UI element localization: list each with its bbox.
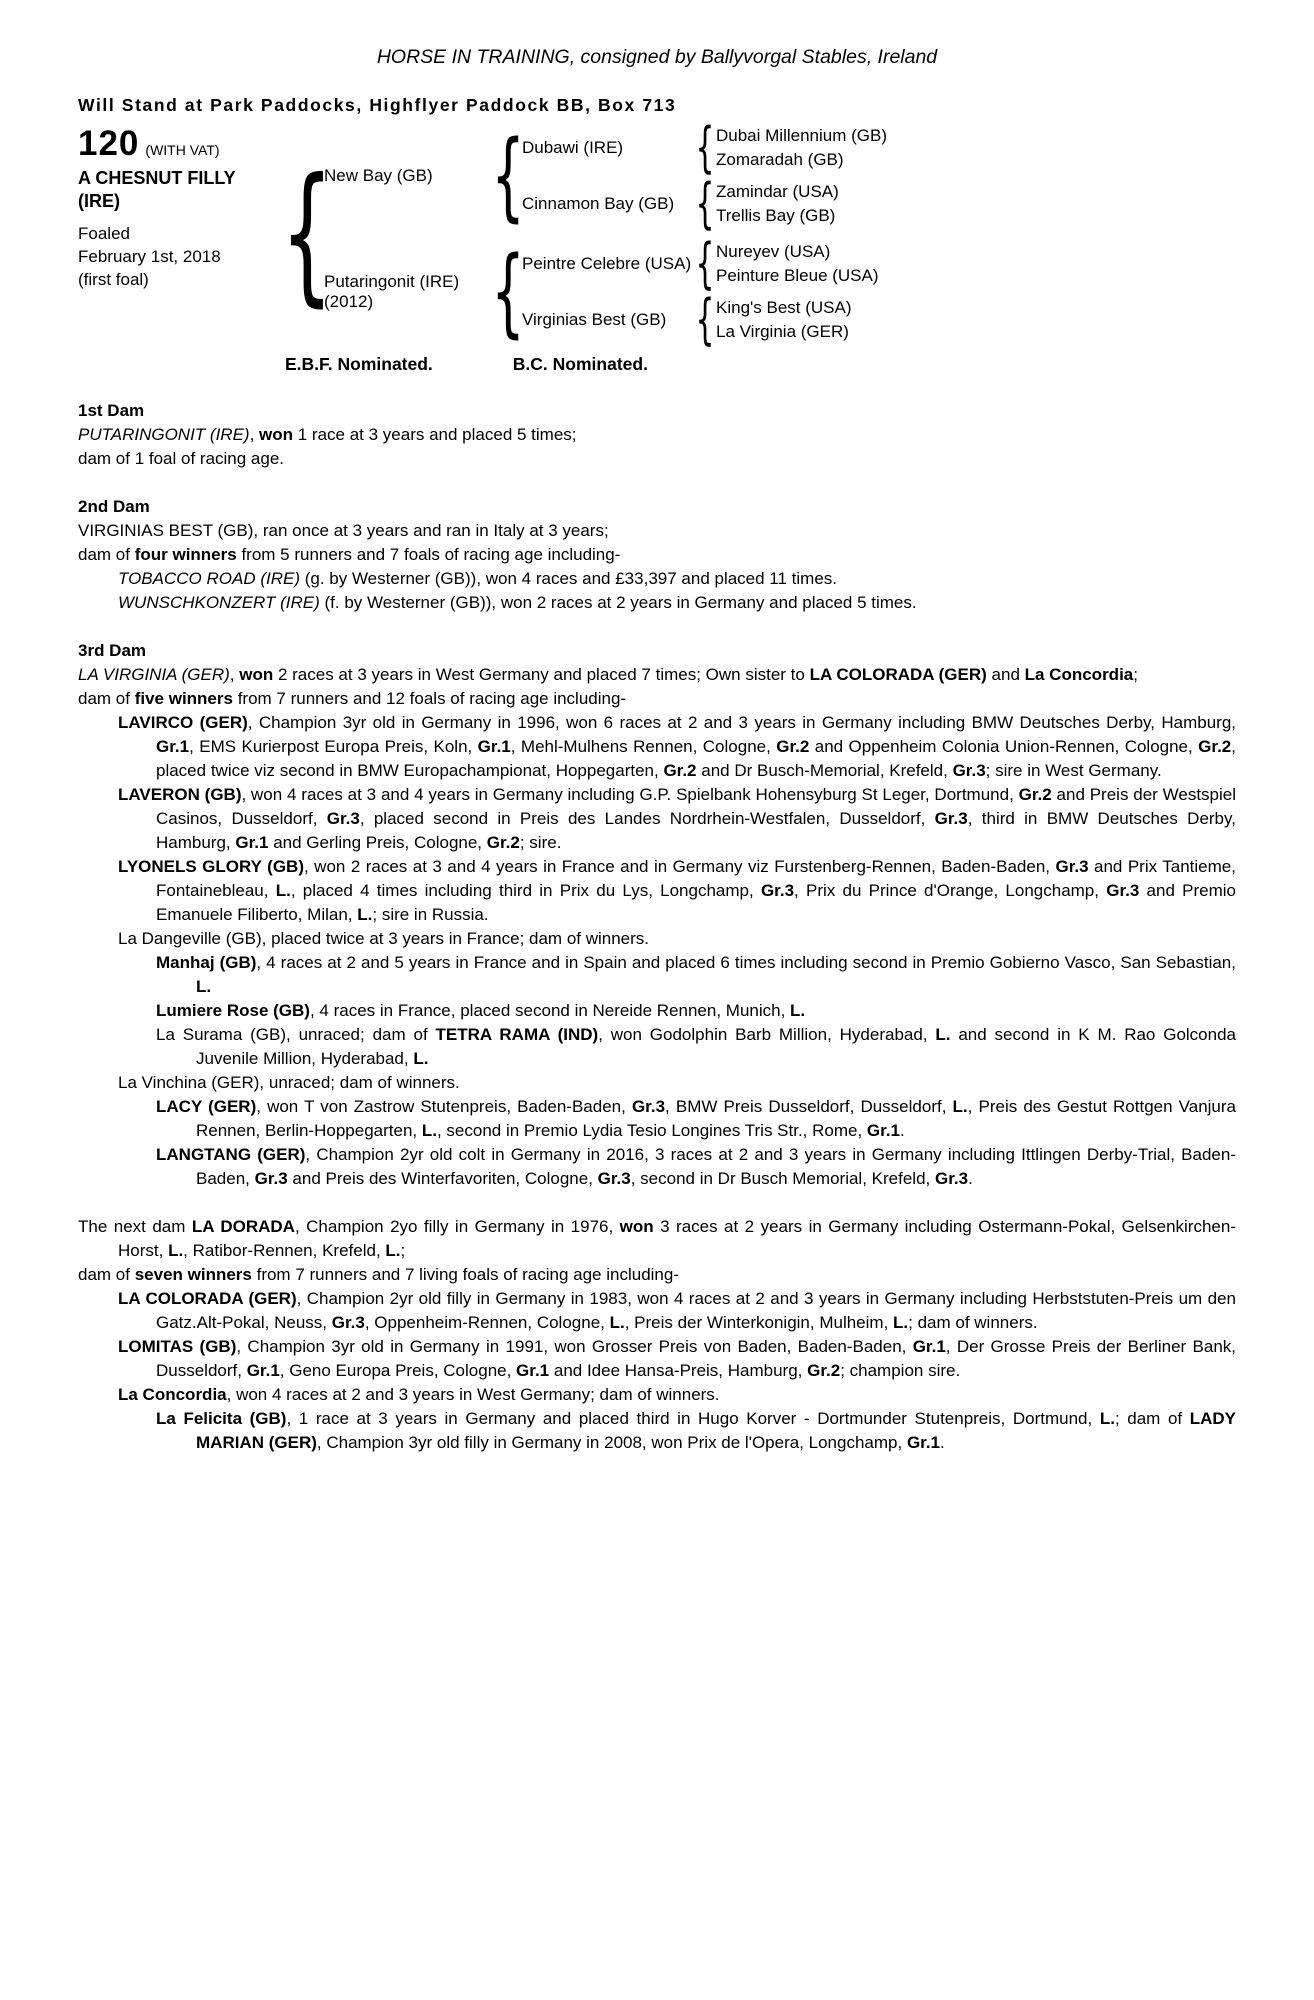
pedigree-paragraph: dam of five winners from 7 runners and 12 foals of racing age including- [78, 689, 627, 708]
brace-icon: { [695, 232, 715, 295]
pedigree-paragraph: VIRGINIAS BEST (GB), ran once at 3 years and ran in Italy at 3 years; [78, 521, 609, 540]
pedigree-paragraph: PUTARINGONIT (IRE), won 1 race at 3 years and placed 5 times; [78, 425, 577, 444]
pedigree-paragraph: dam of four winners from 5 runners and 7 foals of racing age including- [78, 545, 621, 564]
dam-heading: 1st Dam [78, 401, 145, 420]
foaled-info [78, 223, 290, 292]
dam-section [78, 1215, 1236, 1455]
dam-dam-group [522, 288, 1236, 351]
consignment-header: HORSE IN TRAINING, consigned by Ballyvorgal Stables, Ireland [376, 46, 938, 68]
brace-icon: { [491, 120, 525, 232]
horse-name-line2: (IRE) [78, 191, 120, 212]
brace-icon: { [280, 147, 334, 321]
lot-number: 120 [78, 124, 140, 163]
dam-section [78, 399, 1236, 471]
pedigree-paragraph: LA COLORADA (GER), Champion 2yr old filly in Germany in 1983, won 4 races at 2 and 3 years in Germany including Herbststuten-Preis um den Gatz.Alt-Pokal, Neuss, Gr.3, Oppenheim-Rennen, Cologne, L., Preis der Winterkonigin, Mulheim, L.; dam of winners. [118, 1289, 1236, 1332]
dam-dam-dam-name: La Virginia (GER) [716, 322, 849, 341]
pedigree-details [78, 399, 1236, 1455]
brace-icon: { [695, 172, 715, 235]
foaled-label: Foaled [78, 223, 130, 243]
pedigree-paragraph: The next dam LA DORADA, Champion 2yo filly in Germany in 1976, won 3 races at 2 years in Germany including Ostermann-Pokal, Gelsenkirchen-Horst, L., Ratibor-Rennen, Krefeld, L.; [78, 1217, 1236, 1260]
sire-name: New Bay (GB) [324, 165, 433, 185]
pedigree-paragraph: Manhaj (GB), 4 races at 2 and 5 years in France and in Spain and placed 6 times including second in Premio Gobierno Vasco, San Sebastian, L. [156, 953, 1236, 996]
sire-row [324, 116, 1236, 235]
sire-sire-dam-name: Zomaradah (GB) [716, 150, 844, 169]
dam-sire-group [522, 232, 1236, 295]
pedigree-paragraph: LAVERON (GB), won 4 races at 3 and 4 years in Germany including G.P. Spielbank Hohensyburg St Leger, Dortmund, Gr.2 and Preis der Westspiel Casinos, Dusseldorf, Gr.3, placed second in Preis des Landes Nordrhein-Westfalen, Dusseldorf, Gr.3, third in BMW Deutsches Derby, Hamburg, Gr.1 and Gerling Preis, Cologne, Gr.2; sire. [118, 785, 1237, 852]
dam-sire-sire-name: Nureyev (USA) [716, 242, 831, 261]
pedigree-paragraph: La Concordia, won 4 races at 2 and 3 years in West Germany; dam of winners. [118, 1385, 720, 1404]
sire-sire-name: Dubawi (IRE) [522, 137, 624, 157]
sire-sire-sire-name: Dubai Millennium (GB) [716, 126, 887, 145]
stand-location-line: Will Stand at Park Paddocks, Highflyer Paddock BB, Box 713 [78, 95, 677, 115]
brace-icon: { [695, 288, 715, 351]
brace-icon: { [695, 116, 715, 179]
foaled-date: February 1st, 2018 [78, 246, 221, 266]
pedigree-paragraph: LA VIRGINIA (GER), won 2 races at 3 years in West Germany and placed 7 times; Own sister to LA COLORADA (GER) and La Concordia; [78, 665, 1138, 684]
pedigree-paragraph: LYONELS GLORY (GB), won 2 races at 3 and 4 years in France and in Germany viz Furstenberg-Rennen, Baden-Baden, Gr.3 and Prix Tantieme, Fontainebleau, L., placed 4 times including third in Prix du Lys, Longchamp, Gr.3, Prix du Prince d'Orange, Longchamp, Gr.3 and Premio Emanuele Filiberto, Milan, L.; sire in Russia. [118, 857, 1236, 924]
dam-dam-name: Virginias Best (GB) [522, 309, 667, 329]
brace-icon: { [491, 236, 525, 348]
pedigree-paragraph: LANGTANG (GER), Champion 2yr old colt in Germany in 2016, 3 races at 2 and 3 years in Germany including Ittlingen Derby-Trial, Baden-Baden, Gr.3 and Preis des Winterfavoriten, Cologne, Gr.3, second in Dr Busch Memorial, Krefeld, Gr.3. [156, 1145, 1237, 1188]
sire-dam-sire-name: Zamindar (USA) [716, 182, 839, 201]
vat-label: (WITH VAT) [145, 142, 220, 158]
horse-name [78, 167, 290, 214]
dam-heading: 2nd Dam [78, 497, 150, 516]
pedigree-paragraph: Lumiere Rose (GB), 4 races in France, placed second in Nereide Rennen, Munich, L. [156, 1001, 806, 1020]
pedigree-paragraph: dam of 1 foal of racing age. [78, 449, 285, 468]
lot-info [78, 124, 290, 344]
pedigree-paragraph: La Vinchina (GER), unraced; dam of winners. [118, 1073, 460, 1092]
pedigree-paragraph: WUNSCHKONZERT (IRE) (f. by Westerner (GB)), won 2 races at 2 years in Germany and placed 5 times. [118, 593, 917, 612]
dam-dam-sire-name: King's Best (USA) [716, 298, 852, 317]
sire-dam-name: Cinnamon Bay (GB) [522, 193, 675, 213]
pedigree-paragraph: TOBACCO ROAD (IRE) (g. by Westerner (GB)), won 4 races and £33,397 and placed 11 times. [118, 569, 838, 588]
horse-name-line1: A CHESNUT FILLY [78, 168, 236, 188]
dam-name: Putaringonit (IRE) (2012) [324, 271, 460, 311]
pedigree-paragraph: LOMITAS (GB), Champion 3yr old in Germany in 1991, won Grosser Preis von Baden, Baden-Baden, Gr.1, Der Grosse Preis der Berliner Bank, Dusseldorf, Gr.1, Geno Europa Preis, Cologne, Gr.1 and Idee Hansa-Preis, Hamburg, Gr.2; champion sire. [118, 1337, 1236, 1380]
dam-sire-name: Peintre Celebre (USA) [522, 253, 692, 273]
pedigree-paragraph: La Felicita (GB), 1 race at 3 years in Germany and placed third in Hugo Korver - Dortmunder Stutenpreis, Dortmund, L.; dam of LADY MARIAN (GER), Champion 3yr old filly in Germany in 2008, won Prix de l'Opera, Longchamp, Gr.1. [156, 1409, 1237, 1452]
dam-sire-dam-name: Peinture Bleue (USA) [716, 266, 879, 285]
sire-dam-group [522, 172, 1236, 235]
bc-nomination: B.C. Nominated. [512, 354, 648, 374]
pedigree-tree [280, 116, 1236, 351]
dam-row [324, 232, 1236, 351]
pedigree-paragraph: LAVIRCO (GER), Champion 3yr old in Germany in 1996, won 6 races at 2 and 3 years in Germany including BMW Deutsches Derby, Hamburg, Gr.1, EMS Kurierpost Europa Preis, Koln, Gr.1, Mehl-Mulhens Rennen, Cologne, Gr.2 and Oppenheim Colonia Union-Rennen, Cologne, Gr.2, placed twice viz second in BMW Europachampionat, Hoppegarten, Gr.2 and Dr Busch-Memorial, Krefeld, Gr.3; sire in West Germany. [118, 713, 1236, 780]
pedigree-paragraph: dam of seven winners from 7 runners and 7 living foals of racing age including- [78, 1265, 679, 1284]
pedigree-paragraph: La Surama (GB), unraced; dam of TETRA RAMA (IND), won Godolphin Barb Million, Hyderabad, L. and second in K M. Rao Golconda Juvenile Million, Hyderabad, L. [156, 1025, 1237, 1068]
dam-heading: 3rd Dam [78, 641, 147, 660]
pedigree-paragraph: LACY (GER), won T von Zastrow Stutenpreis, Baden-Baden, Gr.3, BMW Preis Dusseldorf, Dusseldorf, L., Preis des Gestut Rottgen Vanjura Rennen, Berlin-Hoppegarten, L., second in Premio Lydia Tesio Longines Tris Str., Rome, Gr.1. [156, 1097, 1237, 1140]
sire-dam-dam-name: Trellis Bay (GB) [716, 206, 836, 225]
foaled-note: (first foal) [78, 269, 149, 289]
sire-sire-group [522, 116, 1236, 179]
dam-section [78, 495, 1236, 615]
lot-row [78, 126, 290, 161]
ebf-nomination: E.B.F. Nominated. [285, 354, 433, 374]
nominations-row [285, 354, 1236, 375]
pedigree-block [78, 116, 1236, 351]
dam-section [78, 639, 1236, 1191]
pedigree-paragraph: La Dangeville (GB), placed twice at 3 years in France; dam of winners. [118, 929, 650, 948]
